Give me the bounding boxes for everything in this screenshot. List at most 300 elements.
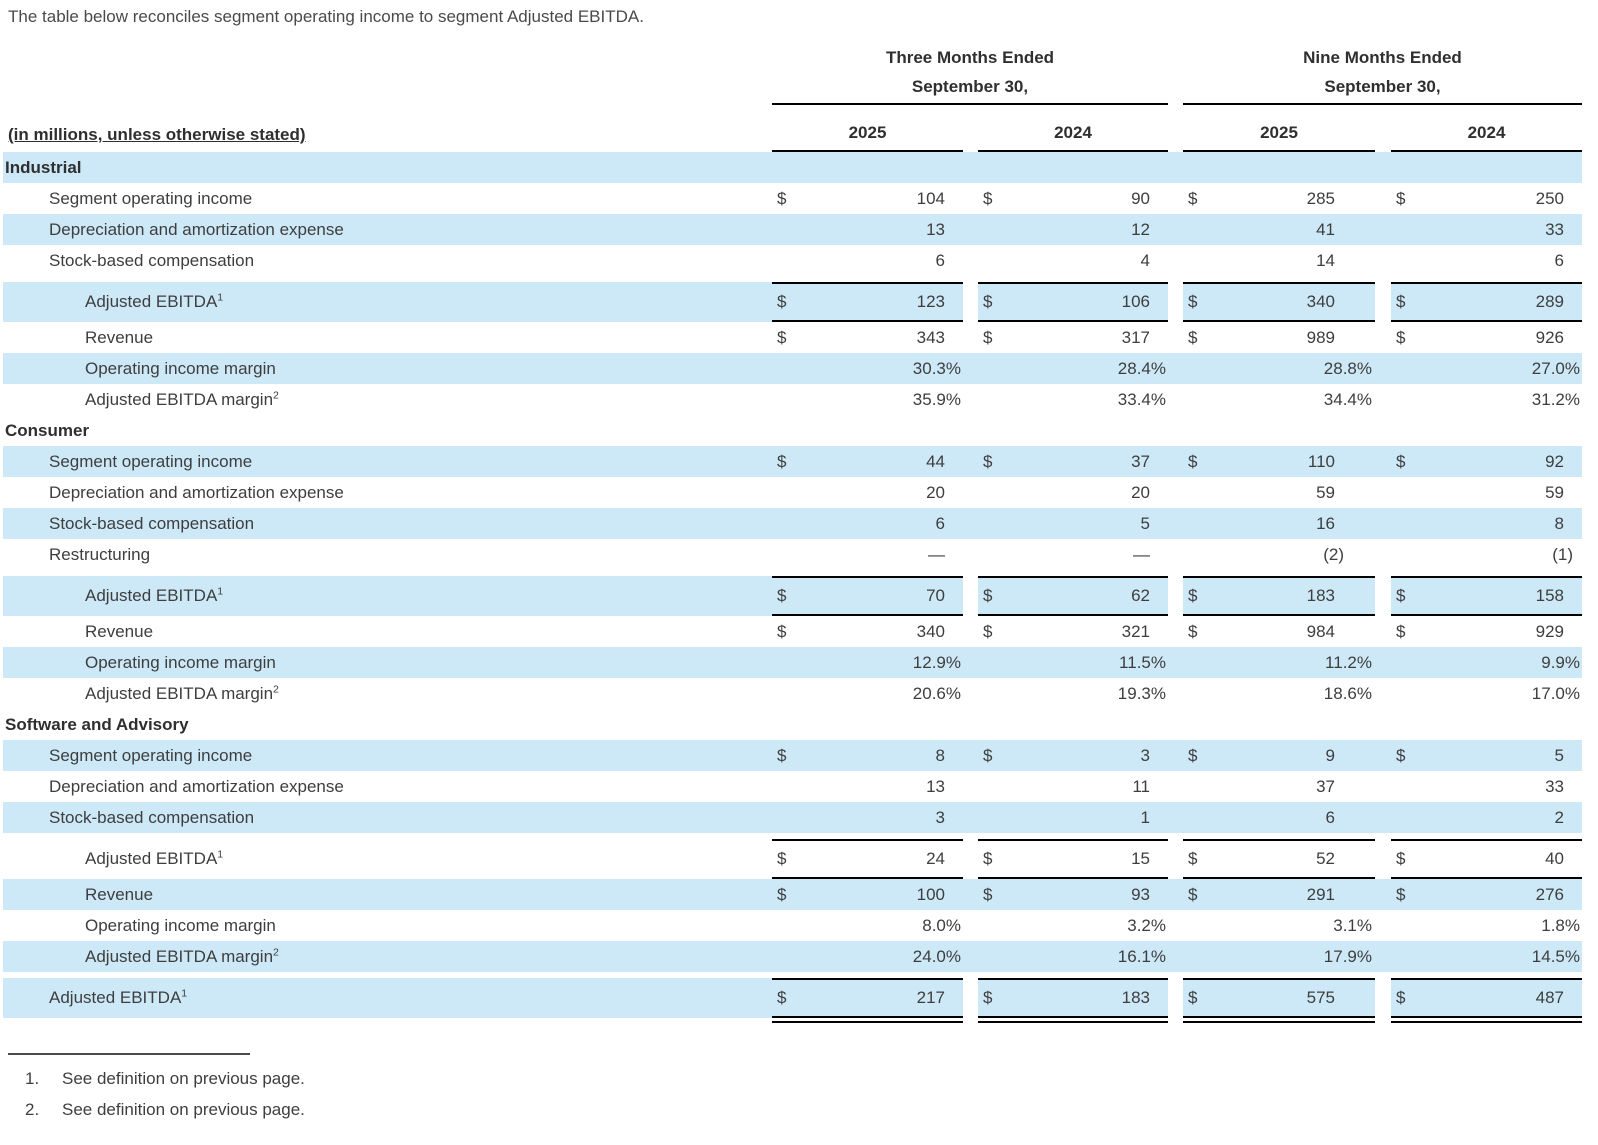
cell-currency bbox=[772, 678, 810, 709]
cell-gap bbox=[963, 910, 978, 941]
cell-value: 59 bbox=[1545, 482, 1564, 502]
row-label: Consumer bbox=[5, 420, 90, 440]
cell-gap bbox=[1375, 353, 1391, 384]
cell-gap bbox=[1375, 616, 1391, 647]
cell-gap bbox=[1168, 353, 1183, 384]
cell-value: 343 bbox=[916, 327, 945, 347]
cell-currency: $ bbox=[978, 576, 1016, 616]
section-header-row bbox=[3, 152, 1582, 183]
cell-value: 28.8% bbox=[1221, 353, 1375, 384]
header-spacer bbox=[3, 33, 772, 68]
table-row bbox=[3, 941, 1582, 972]
cell-value: 20 bbox=[1131, 482, 1150, 502]
cell-value: 6 bbox=[810, 508, 963, 539]
table-row bbox=[3, 910, 1582, 941]
cell-gap bbox=[1168, 678, 1183, 709]
cell-value: 90 bbox=[1131, 188, 1150, 208]
cell-value: 158 bbox=[1429, 576, 1582, 616]
table-row bbox=[3, 322, 1582, 353]
cell-gap bbox=[1375, 839, 1391, 879]
row-label: Adjusted EBITDA$^1$ bbox=[3, 978, 772, 1018]
cell-value: 110 bbox=[1221, 446, 1375, 477]
cell-currency: $ bbox=[978, 879, 1016, 910]
cell-currency: $ bbox=[1396, 621, 1406, 641]
cell-currency: $ bbox=[772, 740, 810, 771]
cell-gap bbox=[1168, 245, 1183, 276]
cell-currency bbox=[978, 678, 1016, 709]
cell-currency bbox=[1183, 678, 1221, 709]
cell-value: 3.2% bbox=[1127, 915, 1166, 935]
footnote-number: 1. bbox=[25, 1069, 40, 1088]
footnote-marker: 2 bbox=[273, 682, 279, 695]
cell-currency bbox=[978, 910, 1016, 941]
cell-currency bbox=[978, 245, 1016, 276]
segment-adjusted-ebitda-table bbox=[3, 33, 1582, 1023]
table-row bbox=[3, 978, 1582, 1018]
cell-currency: $ bbox=[983, 188, 993, 208]
cell-currency: $ bbox=[1188, 621, 1198, 641]
cell-value: 62 bbox=[1016, 576, 1168, 616]
cell-currency bbox=[1183, 384, 1221, 415]
cell-value: 15 bbox=[1016, 839, 1168, 879]
row-label: Revenue bbox=[3, 879, 772, 910]
cell-value: 487 bbox=[1429, 978, 1582, 1018]
col-group-three-months: Three Months Ended bbox=[885, 48, 1055, 68]
cell-value: 41 bbox=[1221, 214, 1375, 245]
cell-gap bbox=[1375, 647, 1391, 678]
cell-gap bbox=[963, 941, 978, 972]
cell-gap bbox=[1168, 576, 1183, 616]
year-column-header: 2025 bbox=[772, 105, 963, 152]
cell-currency bbox=[1183, 508, 1221, 539]
table-row bbox=[3, 802, 1582, 833]
cell-value: 291 bbox=[1221, 879, 1375, 910]
cell-currency: $ bbox=[978, 282, 1016, 322]
cell-value: 984 bbox=[1306, 621, 1335, 641]
cell-gap bbox=[1375, 477, 1391, 508]
row-label: Stock-based compensation bbox=[49, 250, 255, 270]
cell-value: 34.4% bbox=[1323, 389, 1372, 409]
cell-value: 8 bbox=[1429, 508, 1582, 539]
cell-currency: $ bbox=[978, 446, 1016, 477]
row-label: Stock-based compensation bbox=[3, 508, 772, 539]
cell-currency bbox=[1183, 647, 1221, 678]
cell-currency: $ bbox=[1391, 879, 1429, 910]
cell-currency: $ bbox=[1391, 740, 1429, 771]
cell-currency bbox=[1183, 477, 1221, 508]
cell-value: 1 bbox=[1016, 802, 1168, 833]
cell-gap bbox=[1375, 446, 1391, 477]
double-rule bbox=[1183, 1018, 1375, 1023]
cell-gap bbox=[1168, 802, 1183, 833]
cell-gap bbox=[963, 508, 978, 539]
row-label: Revenue bbox=[85, 327, 154, 347]
cell-gap bbox=[1168, 322, 1183, 353]
double-rule bbox=[1391, 1018, 1582, 1023]
cell-value: 6 bbox=[935, 250, 945, 270]
cell-currency: $ bbox=[772, 282, 810, 322]
cell-value: 20 bbox=[926, 482, 945, 502]
row-label: Segment operating income bbox=[3, 740, 772, 771]
cell-currency: $ bbox=[772, 576, 810, 616]
cell-currency: $ bbox=[772, 978, 810, 1018]
footnote-text: See definition on previous page. bbox=[62, 1100, 305, 1119]
cell-currency bbox=[1391, 245, 1429, 276]
cell-value: 2 bbox=[1429, 802, 1582, 833]
cell-gap bbox=[1375, 214, 1391, 245]
cell-currency bbox=[978, 508, 1016, 539]
row-label: Segment operating income bbox=[49, 188, 253, 208]
cell-value: — bbox=[928, 544, 945, 564]
cell-value: 11.2% bbox=[1221, 647, 1375, 678]
cell-gap bbox=[963, 282, 978, 322]
cell-value: 183 bbox=[1016, 978, 1168, 1018]
cell-gap bbox=[1168, 1018, 1183, 1023]
cell-value: 37 bbox=[1016, 446, 1168, 477]
cell-gap bbox=[1168, 33, 1183, 68]
cell-currency bbox=[772, 508, 810, 539]
cell-value: 250 bbox=[1535, 188, 1564, 208]
header-date-row bbox=[3, 68, 1582, 105]
table-row bbox=[3, 282, 1582, 322]
cell-currency: $ bbox=[978, 978, 1016, 1018]
cell-currency bbox=[978, 771, 1016, 802]
cell-currency bbox=[978, 941, 1016, 972]
cell-value: 31.2% bbox=[1531, 389, 1580, 409]
cell-currency: $ bbox=[1391, 978, 1429, 1018]
cell-gap bbox=[963, 384, 978, 415]
cell-value: 11 bbox=[1132, 776, 1150, 796]
cell-gap bbox=[1375, 941, 1391, 972]
cell-currency bbox=[978, 477, 1016, 508]
cell-currency bbox=[1391, 353, 1429, 384]
cell-currency: $ bbox=[1391, 282, 1429, 322]
cell-gap bbox=[963, 839, 978, 879]
cell-currency: $ bbox=[1183, 446, 1221, 477]
cell-currency: $ bbox=[1183, 740, 1221, 771]
footnotes bbox=[0, 1069, 1598, 1120]
cell-value: 5 bbox=[1429, 740, 1582, 771]
cell-currency bbox=[1183, 214, 1221, 245]
cell-gap bbox=[1168, 978, 1183, 1018]
cell-value: 9.9% bbox=[1429, 647, 1582, 678]
cell-gap bbox=[1375, 282, 1391, 322]
cell-currency: $ bbox=[1183, 839, 1221, 879]
table-row bbox=[3, 879, 1582, 910]
cell-gap bbox=[1375, 384, 1391, 415]
cell-currency bbox=[772, 647, 810, 678]
row-label: Revenue bbox=[85, 621, 154, 641]
cell-currency bbox=[1391, 477, 1429, 508]
cell-gap bbox=[1375, 245, 1391, 276]
cell-gap bbox=[963, 647, 978, 678]
header-year-row bbox=[3, 105, 1582, 152]
cell-currency: $ bbox=[1396, 188, 1406, 208]
double-rule-row bbox=[3, 1018, 1582, 1023]
cell-value: 27.0% bbox=[1429, 353, 1582, 384]
cell-value: 100 bbox=[810, 879, 963, 910]
cell-currency: $ bbox=[772, 879, 810, 910]
cell-value: (2) bbox=[1323, 544, 1344, 564]
row-label-header: (in millions, unless otherwise stated) bbox=[8, 125, 306, 145]
cell-value: 24.0% bbox=[810, 941, 963, 972]
cell-currency bbox=[772, 802, 810, 833]
cell-gap bbox=[1375, 910, 1391, 941]
cell-currency bbox=[772, 539, 810, 570]
cell-currency bbox=[1391, 214, 1429, 245]
row-label: Depreciation and amortization expense bbox=[49, 482, 344, 502]
cell-gap bbox=[1168, 771, 1183, 802]
cell-currency: $ bbox=[1396, 327, 1406, 347]
row-label: Adjusted EBITDA$^1$ bbox=[85, 848, 224, 869]
cell-value: 52 bbox=[1221, 839, 1375, 879]
row-label: Depreciation and amortization expense bbox=[3, 214, 772, 245]
cell-currency: $ bbox=[1183, 576, 1221, 616]
year-column-header: 2024 bbox=[978, 105, 1168, 152]
cell-currency bbox=[1183, 245, 1221, 276]
cell-currency bbox=[1391, 771, 1429, 802]
footnote-number: 2. bbox=[25, 1100, 40, 1119]
table-row bbox=[3, 446, 1582, 477]
cell-gap bbox=[1375, 1018, 1391, 1023]
table-row bbox=[3, 647, 1582, 678]
cell-value: 321 bbox=[1121, 621, 1150, 641]
table-row bbox=[3, 477, 1582, 508]
cell-currency bbox=[1391, 384, 1429, 415]
cell-gap bbox=[1168, 105, 1183, 152]
cell-currency: $ bbox=[1183, 282, 1221, 322]
cell-value: 276 bbox=[1429, 879, 1582, 910]
cell-value: 33 bbox=[1545, 776, 1564, 796]
cell-gap bbox=[963, 740, 978, 771]
cell-currency: $ bbox=[978, 740, 1016, 771]
cell-value: 8 bbox=[810, 740, 963, 771]
cell-gap bbox=[1375, 978, 1391, 1018]
cell-value: 217 bbox=[810, 978, 963, 1018]
cell-gap bbox=[963, 616, 978, 647]
cell-gap bbox=[1168, 647, 1183, 678]
cell-value: 285 bbox=[1306, 188, 1335, 208]
table-row bbox=[3, 616, 1582, 647]
cell-gap bbox=[963, 978, 978, 1018]
cell-gap bbox=[1168, 839, 1183, 879]
cell-value: 3.1% bbox=[1333, 915, 1372, 935]
cell-value: 12 bbox=[1016, 214, 1168, 245]
cell-gap bbox=[1168, 539, 1183, 570]
cell-value: 6 bbox=[1554, 250, 1564, 270]
cell-value: 33.4% bbox=[1117, 389, 1166, 409]
header-period-row bbox=[3, 33, 1582, 68]
cell-currency: $ bbox=[772, 446, 810, 477]
cell-value: 6 bbox=[1221, 802, 1375, 833]
cell-value: 59 bbox=[1316, 482, 1335, 502]
cell-gap bbox=[1375, 322, 1391, 353]
cell-gap bbox=[963, 353, 978, 384]
col-group-three-months-date: September 30, bbox=[772, 68, 1168, 105]
double-rule bbox=[772, 1018, 963, 1023]
table-row bbox=[3, 539, 1582, 570]
cell-value: 40 bbox=[1429, 839, 1582, 879]
intro-text: The table below reconciles segment operating income to segment Adjusted EBITDA. bbox=[8, 7, 644, 26]
rule-spacer bbox=[3, 1018, 772, 1023]
cell-value: 12.9% bbox=[810, 647, 963, 678]
cell-currency bbox=[1391, 508, 1429, 539]
cell-gap bbox=[963, 576, 978, 616]
cell-currency: $ bbox=[1183, 879, 1221, 910]
cell-value: 17.0% bbox=[1531, 683, 1580, 703]
cell-value: 340 bbox=[1221, 282, 1375, 322]
cell-currency bbox=[1391, 802, 1429, 833]
row-label: Operating income margin bbox=[3, 353, 772, 384]
cell-currency: $ bbox=[983, 327, 993, 347]
cell-currency bbox=[1391, 910, 1429, 941]
cell-value: 4 bbox=[1140, 250, 1150, 270]
cell-value: 93 bbox=[1016, 879, 1168, 910]
cell-currency bbox=[1183, 539, 1221, 570]
row-label: Operating income margin bbox=[85, 915, 276, 935]
row-label: Stock-based compensation bbox=[3, 802, 772, 833]
table-row bbox=[3, 384, 1582, 415]
cell-gap bbox=[963, 183, 978, 214]
cell-value: 20.6% bbox=[912, 683, 961, 703]
table-row bbox=[3, 353, 1582, 384]
cell-gap bbox=[963, 446, 978, 477]
cell-currency: $ bbox=[1391, 576, 1429, 616]
cell-currency: $ bbox=[777, 188, 787, 208]
header-spacer bbox=[3, 68, 772, 105]
table-row bbox=[3, 839, 1582, 879]
cell-value: 37 bbox=[1316, 776, 1335, 796]
cell-value: 317 bbox=[1121, 327, 1150, 347]
footnote-marker: 1 bbox=[217, 291, 224, 304]
cell-value: 106 bbox=[1016, 282, 1168, 322]
cell-gap bbox=[963, 214, 978, 245]
cell-gap bbox=[1168, 384, 1183, 415]
double-rule bbox=[978, 1018, 1168, 1023]
cell-currency bbox=[1183, 353, 1221, 384]
cell-value: 1.8% bbox=[1541, 915, 1580, 935]
cell-value: 35.9% bbox=[912, 389, 961, 409]
cell-currency bbox=[772, 771, 810, 802]
cell-gap bbox=[1375, 802, 1391, 833]
footnote-marker: 1 bbox=[217, 848, 224, 861]
cell-value: 183 bbox=[1221, 576, 1375, 616]
cell-gap bbox=[1168, 941, 1183, 972]
cell-value: 70 bbox=[810, 576, 963, 616]
cell-value: 30.3% bbox=[810, 353, 963, 384]
cell-currency: $ bbox=[983, 621, 993, 641]
cell-currency bbox=[1391, 941, 1429, 972]
row-label: Segment operating income bbox=[3, 446, 772, 477]
cell-gap bbox=[1375, 183, 1391, 214]
cell-gap bbox=[1168, 68, 1183, 105]
cell-value: 989 bbox=[1306, 327, 1335, 347]
cell-value: 19.3% bbox=[1117, 683, 1166, 703]
col-group-nine-months-date: September 30, bbox=[1183, 68, 1582, 105]
cell-value: 5 bbox=[1016, 508, 1168, 539]
cell-value: 340 bbox=[916, 621, 945, 641]
table-row bbox=[3, 214, 1582, 245]
cell-value: 104 bbox=[916, 188, 945, 208]
cell-value: 92 bbox=[1429, 446, 1582, 477]
cell-value: 3 bbox=[810, 802, 963, 833]
cell-gap bbox=[1168, 477, 1183, 508]
cell-gap bbox=[1375, 539, 1391, 570]
footnote-marker: 1 bbox=[217, 585, 224, 598]
cell-value: 18.6% bbox=[1323, 683, 1372, 703]
cell-gap bbox=[1168, 740, 1183, 771]
cell-value: 14 bbox=[1316, 250, 1335, 270]
cell-gap bbox=[1375, 771, 1391, 802]
row-label: Adjusted EBITDA margin$^2$ bbox=[3, 941, 772, 972]
row-label: Adjusted EBITDA margin$^2$ bbox=[85, 388, 279, 409]
cell-gap bbox=[1375, 678, 1391, 709]
cell-gap bbox=[963, 539, 978, 570]
cell-gap bbox=[963, 322, 978, 353]
cell-value: 575 bbox=[1221, 978, 1375, 1018]
row-label: Software and Advisory bbox=[5, 714, 189, 734]
cell-currency bbox=[1183, 910, 1221, 941]
row-label: Depreciation and amortization expense bbox=[49, 776, 344, 796]
cell-currency bbox=[772, 384, 810, 415]
cell-gap bbox=[1168, 446, 1183, 477]
row-label: Restructuring bbox=[49, 544, 151, 564]
cell-value: — bbox=[1133, 544, 1150, 564]
footnote-text: See definition on previous page. bbox=[62, 1069, 305, 1088]
cell-currency: $ bbox=[772, 839, 810, 879]
year-column-header: 2024 bbox=[1391, 105, 1582, 152]
footnote-divider bbox=[8, 1053, 250, 1055]
cell-value: 33 bbox=[1429, 214, 1582, 245]
table-row bbox=[3, 183, 1582, 214]
cell-gap bbox=[1375, 105, 1391, 152]
cell-gap bbox=[1375, 740, 1391, 771]
cell-gap bbox=[963, 105, 978, 152]
cell-gap bbox=[963, 771, 978, 802]
section-header-row bbox=[3, 709, 1582, 740]
cell-gap bbox=[1168, 508, 1183, 539]
cell-value: 3 bbox=[1016, 740, 1168, 771]
cell-currency bbox=[978, 353, 1016, 384]
cell-value: 11.5% bbox=[1016, 647, 1168, 678]
cell-value: 13 bbox=[810, 214, 963, 245]
cell-gap bbox=[1168, 214, 1183, 245]
table-row bbox=[3, 740, 1582, 771]
cell-value: 123 bbox=[810, 282, 963, 322]
table-row bbox=[3, 576, 1582, 616]
col-group-nine-months: Nine Months Ended bbox=[1303, 48, 1462, 68]
cell-value: 24 bbox=[810, 839, 963, 879]
cell-currency bbox=[978, 647, 1016, 678]
cell-value: 9 bbox=[1221, 740, 1375, 771]
cell-gap bbox=[1375, 508, 1391, 539]
year-column-header: 2025 bbox=[1183, 105, 1375, 152]
table-row bbox=[3, 508, 1582, 539]
cell-currency: $ bbox=[777, 327, 787, 347]
cell-currency bbox=[978, 384, 1016, 415]
cell-currency bbox=[1391, 647, 1429, 678]
cell-currency bbox=[772, 910, 810, 941]
cell-value: 929 bbox=[1535, 621, 1564, 641]
cell-currency bbox=[1183, 771, 1221, 802]
cell-currency bbox=[978, 214, 1016, 245]
cell-gap bbox=[963, 245, 978, 276]
cell-value: 28.4% bbox=[1016, 353, 1168, 384]
row-label: Adjusted EBITDA$^1$ bbox=[3, 282, 772, 322]
footnote-marker: 2 bbox=[273, 945, 279, 958]
cell-gap bbox=[963, 1018, 978, 1023]
table-row bbox=[3, 245, 1582, 276]
